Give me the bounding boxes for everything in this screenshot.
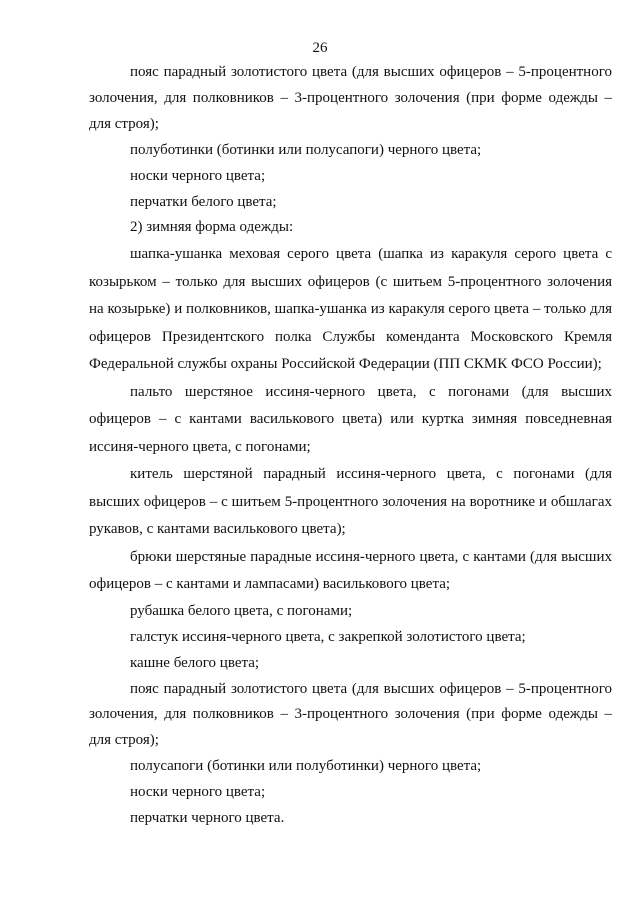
paragraph: пояс парадный золотистого цвета (для высших офицеров – 5-процентного золочения, для полковников – 3-процентного золочения (при форме одежды – для строя);: [89, 680, 612, 749]
document-body: [89, 60, 612, 832]
paragraph: кашне белого цвета;: [130, 654, 260, 671]
paragraph: шапка-ушанка меховая серого цвета (шапка из каракуля серого цвета с козырьком – только для высших офицеров (с шитьем 5-процентного золочения на козырьке) и полковников, шапка-ушанка из каракуля серого цвета – только для офицеров Президентского полка Службы коменданта Московского Кремля Федеральной службы охраны Российской Федерации (ПП СКМК ФСО России);: [89, 246, 612, 373]
paragraph: галстук иссиня-черного цвета, с закрепкой золотистого цвета;: [130, 628, 526, 645]
paragraph: пояс парадный золотистого цвета (для высших офицеров – 5-процентного золочения, для полковников – 3-процентного золочения (при форме одежды – для строя);: [89, 64, 612, 132]
paragraph: 2) зимняя форма одежды:: [130, 219, 294, 236]
paragraph: полуботинки (ботинки или полусапоги) черного цвета;: [130, 141, 482, 158]
paragraph: перчатки черного цвета.: [130, 810, 285, 827]
paragraph: перчатки белого цвета;: [130, 193, 277, 210]
paragraph: пальто шерстяное иссиня-черного цвета, с погонами (для высших офицеров – с кантами василькового цвета) или куртка зимняя повседневная иссиня-черного цвета, с погонами;: [89, 383, 612, 455]
paragraph: носки черного цвета;: [130, 167, 266, 184]
paragraph: брюки шерстяные парадные иссиня-черного цвета, с кантами (для высших офицеров – с кантами и лампасами) василькового цвета;: [89, 548, 612, 593]
paragraph: носки черного цвета;: [130, 784, 266, 801]
paragraph: рубашка белого цвета, с погонами;: [130, 602, 353, 619]
page-number: 26: [312, 40, 328, 56]
paragraph: полусапоги (ботинки или полуботинки) черного цвета;: [130, 758, 482, 775]
paragraph: китель шерстяной парадный иссиня-черного цвета, с погонами (для высших офицеров – с шитьем 5-процентного золочения на воротнике и обшлагах рукавов, с кантами василькового цвета);: [89, 466, 612, 538]
